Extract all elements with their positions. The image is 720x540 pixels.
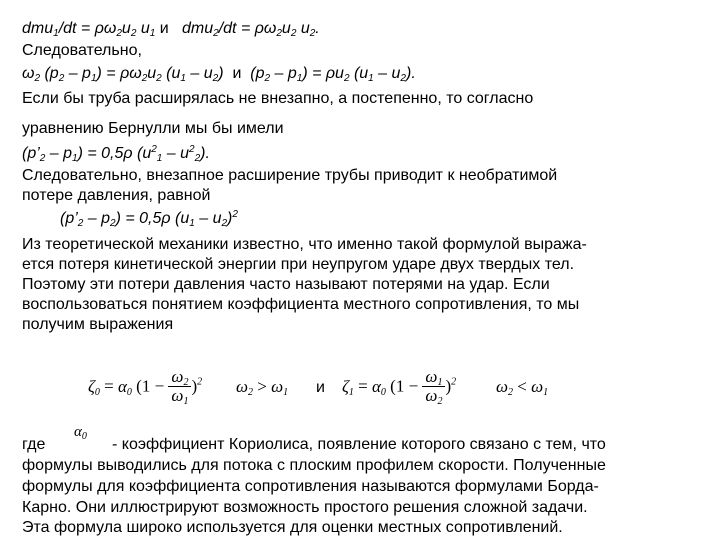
- text-line-1: $dmu_1/dt = \rho\omega_2u_2$ $u_1$ и $dmu_2/dt = \rho\omega_2u_2$ $u_2$.: [22, 20, 320, 39]
- text-line-10: Из теоретической механики известно, что именно такой формулой выража-: [22, 236, 587, 253]
- text-line-coriolis: - коэффициент Кориолиса, появление которого связано с тем, что: [112, 436, 606, 453]
- text-line-4: Если бы труба расширялась не внезапно, а постепенно, то согласно: [22, 90, 534, 107]
- text-line-6: $(p’_2 - p_1) = 0,5\rho$ $(u^2_1 - u^2_2)$.: [22, 144, 210, 164]
- text-line-16: формулы выводились для потока с плоским профилем скорости. Полученные: [22, 457, 606, 474]
- text-line-2: Следовательно,: [22, 42, 142, 59]
- text-line-7: Следовательно, внезапное расширение трубы приводит к необратимой: [22, 167, 558, 184]
- text-line-9: $(p’_2 - p_2) = 0,5\rho$ $(u_1 - u_2)^2$: [60, 209, 238, 229]
- text-line-12: Поэтому эти потери давления часто называют потерями на удар. Если: [22, 276, 550, 293]
- text-line-17: формулы для коэффициента сопротивления называются формулами Борда-: [22, 478, 599, 495]
- condition-w2-gt-w1: $\omega_2 > \omega_1$: [236, 377, 289, 398]
- eq-dmu2: $dmu_2/dt = \rho\omega_2u_2$ $u_2$.: [182, 20, 320, 39]
- condition-w2-lt-w1: $\omega_2 < \omega_1$: [496, 377, 549, 398]
- text-line-19: Эта формула широко используется для оценки местных сопротивлений.: [22, 519, 563, 536]
- alpha0-symbol: $\alpha_0$: [74, 424, 87, 442]
- text-line-11: ется потеря кинетической энергии при неупругом ударе двух твердых тел.: [22, 256, 575, 273]
- text-line-3: $\omega_2$ $(p_2 - p_1) = \rho\omega_2u_2$ $(u_1 - u_2)$ и $(p_2 - p_1) = \rho u_2$ $(u_1 - u_2)$.: [22, 65, 416, 84]
- text-line-13: воспользоваться понятием коэффициента местного сопротивления, то мы: [22, 296, 580, 313]
- formula-zeta1: $\zeta_1 = \alpha_0$ (1 − $\frac{\omega_1}{\omega_2}$ )$^2$: [342, 367, 457, 407]
- text-line-8: потере давления, равной: [22, 187, 211, 204]
- eq-dmu1: $dmu_1/dt = \rho\omega_2u_2$ $u_1$: [22, 20, 156, 39]
- text-line-18: Карно. Они иллюстрируют возможность простого решения сложной задачи.: [22, 499, 588, 516]
- text-line-14: получим выражения: [22, 316, 174, 333]
- text-line-5: уравнению Бернулли мы бы имели: [22, 120, 284, 137]
- conjunction-and: и: [316, 379, 325, 396]
- formula-zeta0: $\zeta_0 = \alpha_0$ (1 − $\frac{\omega_2}{\omega_1}$ )$^2$: [88, 367, 203, 407]
- text-where: где: [22, 436, 46, 453]
